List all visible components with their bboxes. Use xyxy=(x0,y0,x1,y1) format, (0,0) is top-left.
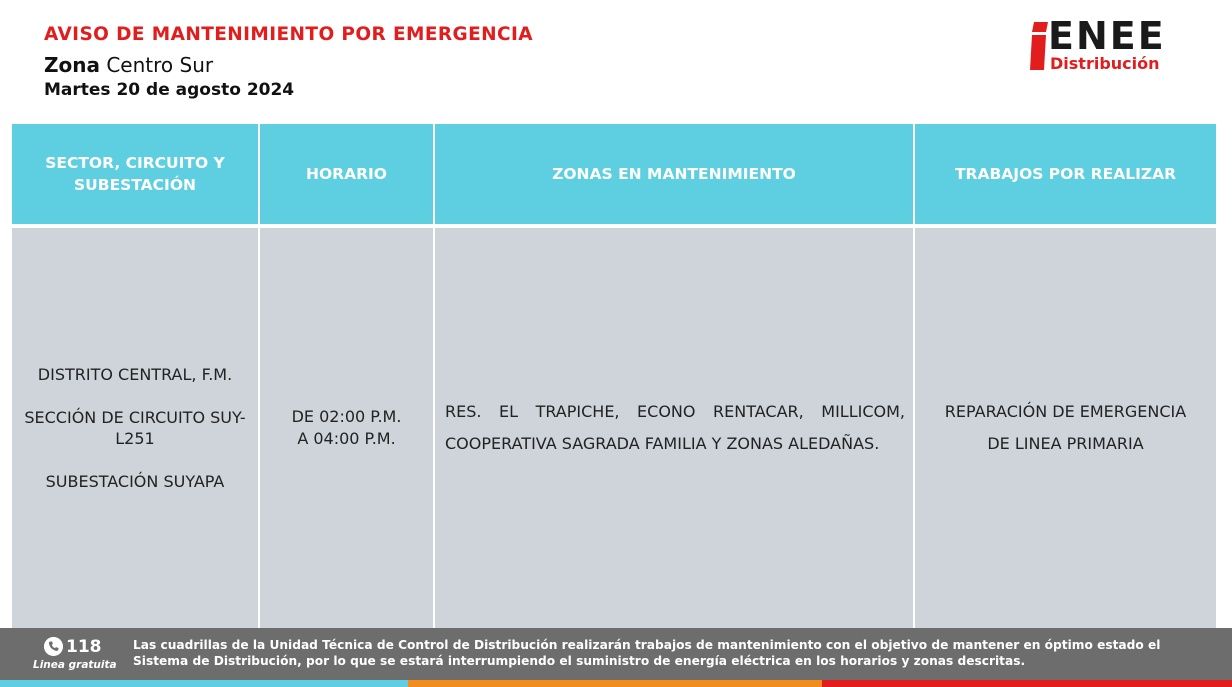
hotline xyxy=(30,636,116,676)
enee-logo xyxy=(1028,14,1198,76)
stripe-orange xyxy=(408,680,822,687)
cell-zones xyxy=(435,228,915,628)
sector-name: DISTRITO CENTRAL, F.M. xyxy=(37,365,233,384)
zones-text: RES. EL TRAPICHE, ECONO RENTACAR, MILLICOM, COOPERATIVA SAGRADA FAMILIA Y ZONAS ALEDAÑAS. xyxy=(445,401,905,453)
zone-line xyxy=(44,53,533,77)
circuit-name: SECCIÓN DE CIRCUITO SUY-L251 xyxy=(24,408,246,448)
notice-date: Martes 20 de agosto 2024 xyxy=(44,80,295,100)
schedule-to: A 04:00 P.M. xyxy=(297,429,396,448)
header-zones: ZONAS EN MANTENIMIENTO xyxy=(435,124,915,224)
hotline-number: 118 xyxy=(66,637,102,657)
hotline-label: Linea gratuita xyxy=(33,659,117,671)
maintenance-table xyxy=(12,124,1216,628)
footer-bar xyxy=(0,628,1232,680)
zone-name: Centro Sur xyxy=(106,53,214,77)
cell-work xyxy=(915,228,1216,628)
brand-stripe xyxy=(0,680,1232,687)
header-sector: SECTOR, CIRCUITO Y SUBESTACIÓN xyxy=(12,124,260,224)
enee-mark-icon xyxy=(1028,22,1048,70)
cell-schedule xyxy=(260,228,435,628)
table-header-row xyxy=(12,124,1216,224)
notice-header xyxy=(44,24,533,100)
header-work: TRABAJOS POR REALIZAR xyxy=(915,124,1216,224)
stripe-red xyxy=(822,680,1232,687)
cell-sector xyxy=(12,228,260,628)
schedule-from: DE 02:00 P.M. xyxy=(291,407,402,426)
logo-brand: ENEE xyxy=(1048,14,1166,58)
work-text: REPARACIÓN DE EMERGENCIA DE LINEA PRIMARIA xyxy=(944,401,1187,453)
zone-label: Zona xyxy=(44,53,100,77)
notice-title: AVISO DE MANTENIMIENTO POR EMERGENCIA xyxy=(44,24,534,45)
table-row xyxy=(12,228,1216,628)
header-schedule: HORARIO xyxy=(260,124,435,224)
substation-name: SUBESTACIÓN SUYAPA xyxy=(45,472,225,491)
footer-message: Las cuadrillas de la Unidad Técnica de Control de Distribución realizarán trabajos de mantenimiento con el objetivo de mantener en óptimo estado el Sistema de Distribución, por lo que se estará interrumpiendo el suministro de energía eléctrica en los horarios y zonas descritas. xyxy=(133,638,1161,668)
phone-icon xyxy=(44,637,63,656)
logo-subtitle: Distribución xyxy=(1050,54,1160,73)
stripe-cyan xyxy=(0,680,408,687)
